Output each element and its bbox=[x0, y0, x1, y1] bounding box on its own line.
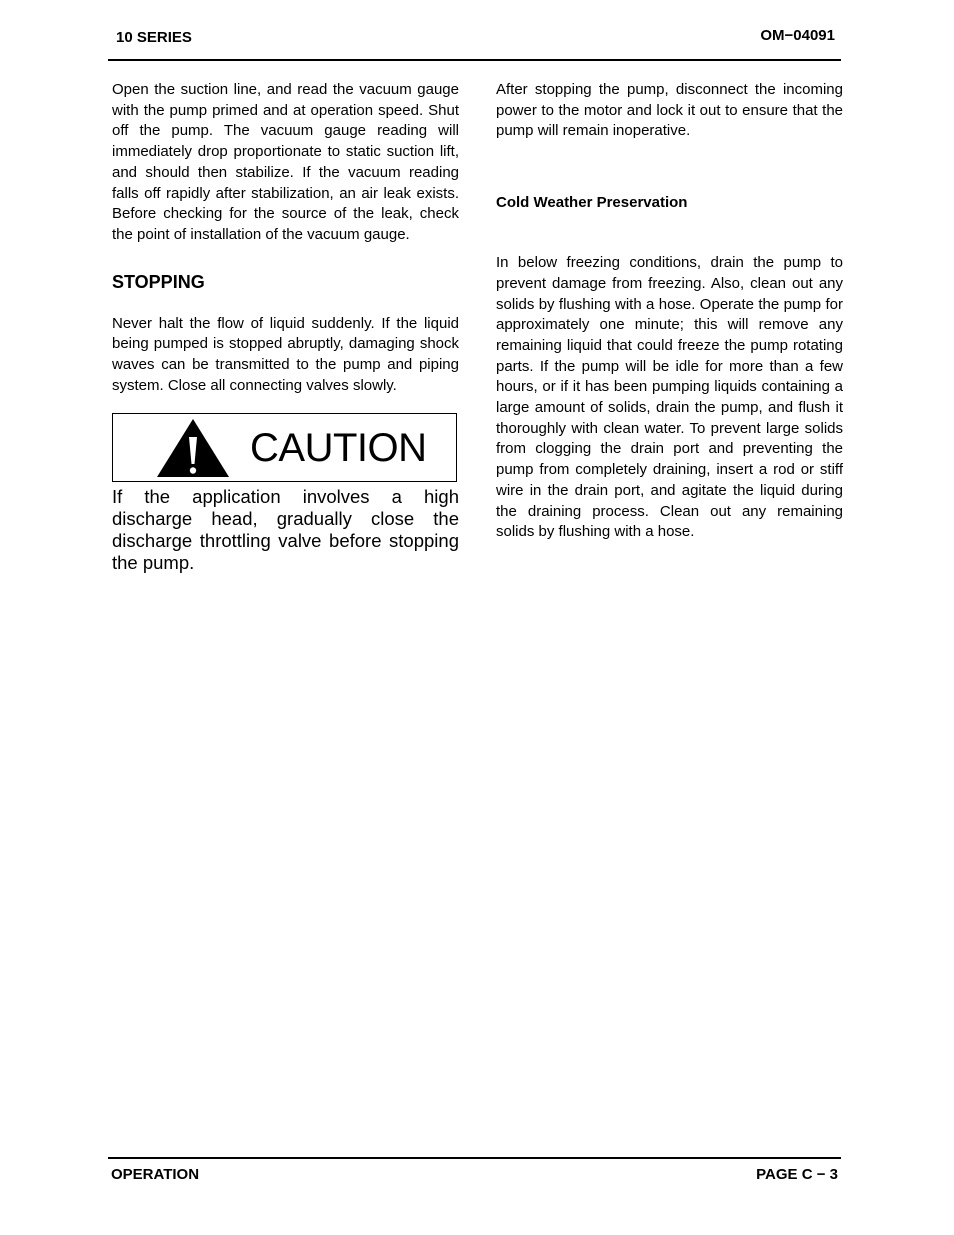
left-column bbox=[112, 80, 459, 574]
right-column bbox=[496, 80, 843, 543]
header-document-number: OM−04091 bbox=[760, 27, 835, 44]
section-title-stopping: STOPPING bbox=[112, 271, 205, 292]
caution-banner bbox=[112, 413, 457, 482]
header-rule bbox=[108, 59, 841, 61]
footer-page-number: PAGE C − 3 bbox=[756, 1166, 838, 1183]
footer-section: OPERATION bbox=[111, 1166, 200, 1183]
header-series: 10 SERIES bbox=[116, 29, 192, 46]
stopping-paragraph: Never halt the flow of liquid suddenly. If the liquid being pumped is stopped abruptly, damaging shock waves can be transmitted to the pump and piping system. Close all connecting valves slowly. bbox=[112, 314, 459, 394]
caution-message: If the application involves a high discharge head, gradually close the discharge throttling valve before stopping the pump. bbox=[112, 486, 459, 574]
after-stopping-paragraph: After stopping the pump, disconnect the incoming power to the motor and lock it out to ensure that the pump will remain inoperative. bbox=[496, 81, 843, 140]
cold-weather-paragraph: In below freezing conditions, drain the pump to prevent damage from freezing. Also, clean out any solids by flushing with a hose. Operate the pump for approximately one minute; this will remove any remaining liquid that could freeze the pump rotating parts. If the pump will be idle for more than a few hours, or if it has been pumping liquids containing a large amount of solids, drain the pump, and flush it thoroughly with clean water. To prevent large solids from clogging the drain port and preventing the pump from completely draining, insert a rod or stiff wire in the drain port, and agitate the liquid during the draining process. Clean out any remaining solids by flushing with a hose. bbox=[496, 254, 843, 541]
footer-rule bbox=[108, 1157, 841, 1159]
vacuum-gauge-paragraph: Open the suction line, and read the vacuum gauge with the pump primed and at operation speed. Shut off the pump. The vacuum gauge reading will immediately drop proportionate to static suction lift, and should then stabilize. If the vacuum reading falls off rapidly after stabilization, an air leak exists. Before checking for the source of the leak, check the point of installation of the vacuum gauge. bbox=[112, 81, 459, 243]
caution-label: CAUTION bbox=[250, 426, 427, 471]
subhead-cold-weather-preservation: Cold Weather Preservation bbox=[496, 194, 688, 212]
warning-triangle-icon bbox=[155, 418, 231, 478]
